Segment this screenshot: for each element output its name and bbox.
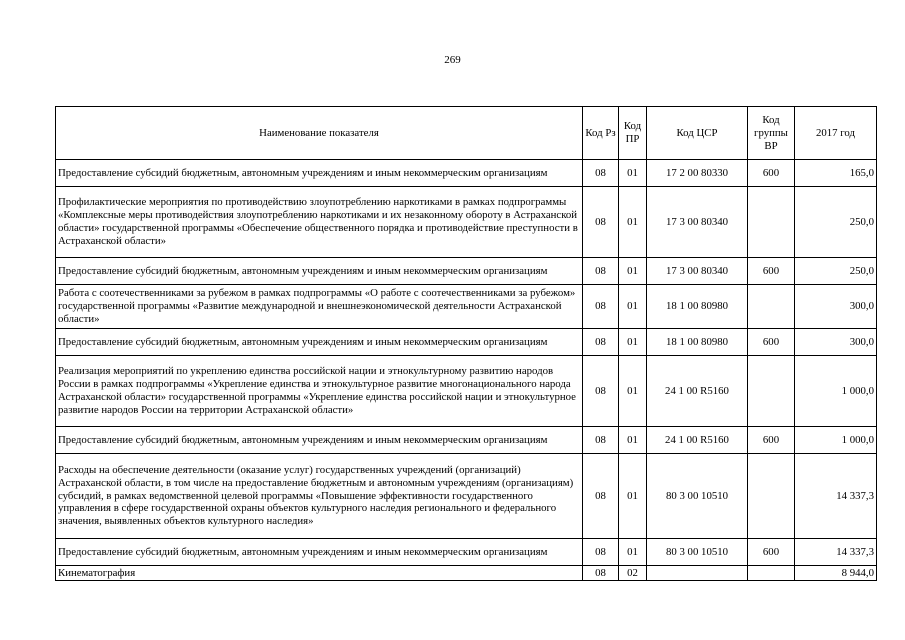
row-name: Реализация мероприятий по укреплению единства российской нации и этнокультурному развитию народов России в рамках подпрограммы «Укрепление единства и этнокультурное развитие многонационального народа Астраханской области» государственной программы «Укрепление единства российской нации и этнокультурное развитие народов России на территории Астраханской области» (56, 356, 583, 427)
row-csr: 17 2 00 80330 (647, 160, 748, 187)
row-value: 300,0 (795, 285, 877, 329)
table-row (56, 539, 877, 566)
row-value: 8 944,0 (795, 566, 877, 581)
row-rz: 08 (583, 454, 619, 539)
row-csr: 80 3 00 10510 (647, 539, 748, 566)
table-row (56, 285, 877, 329)
row-csr: 17 3 00 80340 (647, 258, 748, 285)
row-value: 1 000,0 (795, 356, 877, 427)
row-csr: 24 1 00 R5160 (647, 356, 748, 427)
row-name: Предоставление субсидий бюджетным, автономным учреждениям и иным некоммерческим организациям (56, 160, 583, 187)
table-row (56, 329, 877, 356)
row-value: 250,0 (795, 187, 877, 258)
row-vr: 600 (748, 427, 795, 454)
row-vr (748, 285, 795, 329)
header-name: Наименование показателя (56, 107, 583, 160)
row-value: 14 337,3 (795, 539, 877, 566)
row-value: 1 000,0 (795, 427, 877, 454)
row-value: 165,0 (795, 160, 877, 187)
row-pr: 01 (619, 539, 647, 566)
row-rz: 08 (583, 566, 619, 581)
header-rz: Код Рз (583, 107, 619, 160)
row-name: Расходы на обеспечение деятельности (оказание услуг) государственных учреждений (организаций) Астраханской области, в том числе на предоставление бюджетным и автономным учреждениям (организациям) субсидий, в рамках ведомственной целевой программы «Повышение эффективности государственного управления в сфере государственной охраны объектов культурного наследия регионального и федерального значения, выявленных объектов культурного наследия» (56, 454, 583, 539)
table-header-row (56, 107, 877, 160)
row-pr: 01 (619, 427, 647, 454)
row-vr (748, 566, 795, 581)
row-name: Профилактические мероприятия по противодействию злоупотреблению наркотиками в рамках подпрограммы «Комплексные меры противодействия злоупотреблению наркотиками и их незаконному обороту в Астраханской области» государственной программы «Обеспечение общественного порядка и противодействие преступности в Астраханской области» (56, 187, 583, 258)
row-value: 14 337,3 (795, 454, 877, 539)
header-vr: Код группы ВР (748, 107, 795, 160)
row-rz: 08 (583, 187, 619, 258)
budget-table (55, 106, 877, 581)
row-pr: 01 (619, 258, 647, 285)
table-row (56, 356, 877, 427)
row-vr (748, 454, 795, 539)
row-csr: 18 1 00 80980 (647, 329, 748, 356)
row-csr: 17 3 00 80340 (647, 187, 748, 258)
row-pr: 02 (619, 566, 647, 581)
row-vr (748, 187, 795, 258)
row-csr: 80 3 00 10510 (647, 454, 748, 539)
row-vr: 600 (748, 160, 795, 187)
table-row (56, 427, 877, 454)
row-name: Работа с соотечественниками за рубежом в рамках подпрограммы «О работе с соотечественниками за рубежом» государственной программы «Развитие международной и внешнеэкономической деятельности Астраханской области» (56, 285, 583, 329)
row-value: 250,0 (795, 258, 877, 285)
header-pr: Код ПР (619, 107, 647, 160)
header-csr: Код ЦСР (647, 107, 748, 160)
row-name: Предоставление субсидий бюджетным, автономным учреждениям и иным некоммерческим организациям (56, 258, 583, 285)
row-vr: 600 (748, 539, 795, 566)
row-pr: 01 (619, 356, 647, 427)
row-vr: 600 (748, 258, 795, 285)
table-row (56, 160, 877, 187)
row-pr: 01 (619, 285, 647, 329)
row-value: 300,0 (795, 329, 877, 356)
row-pr: 01 (619, 187, 647, 258)
header-year: 2017 год (795, 107, 877, 160)
row-rz: 08 (583, 160, 619, 187)
row-csr (647, 566, 748, 581)
row-pr: 01 (619, 160, 647, 187)
row-rz: 08 (583, 285, 619, 329)
row-name: Предоставление субсидий бюджетным, автономным учреждениям и иным некоммерческим организациям (56, 427, 583, 454)
row-name: Предоставление субсидий бюджетным, автономным учреждениям и иным некоммерческим организациям (56, 329, 583, 356)
table-row (56, 258, 877, 285)
row-rz: 08 (583, 329, 619, 356)
row-rz: 08 (583, 427, 619, 454)
table-row (56, 187, 877, 258)
row-vr: 600 (748, 329, 795, 356)
row-vr (748, 356, 795, 427)
table-row (56, 566, 877, 581)
row-csr: 24 1 00 R5160 (647, 427, 748, 454)
row-name: Предоставление субсидий бюджетным, автономным учреждениям и иным некоммерческим организациям (56, 539, 583, 566)
row-name: Кинематография (56, 566, 583, 581)
row-csr: 18 1 00 80980 (647, 285, 748, 329)
row-rz: 08 (583, 356, 619, 427)
table-row (56, 454, 877, 539)
row-pr: 01 (619, 329, 647, 356)
row-rz: 08 (583, 539, 619, 566)
row-rz: 08 (583, 258, 619, 285)
page-number: 269 (444, 54, 461, 66)
row-pr: 01 (619, 454, 647, 539)
